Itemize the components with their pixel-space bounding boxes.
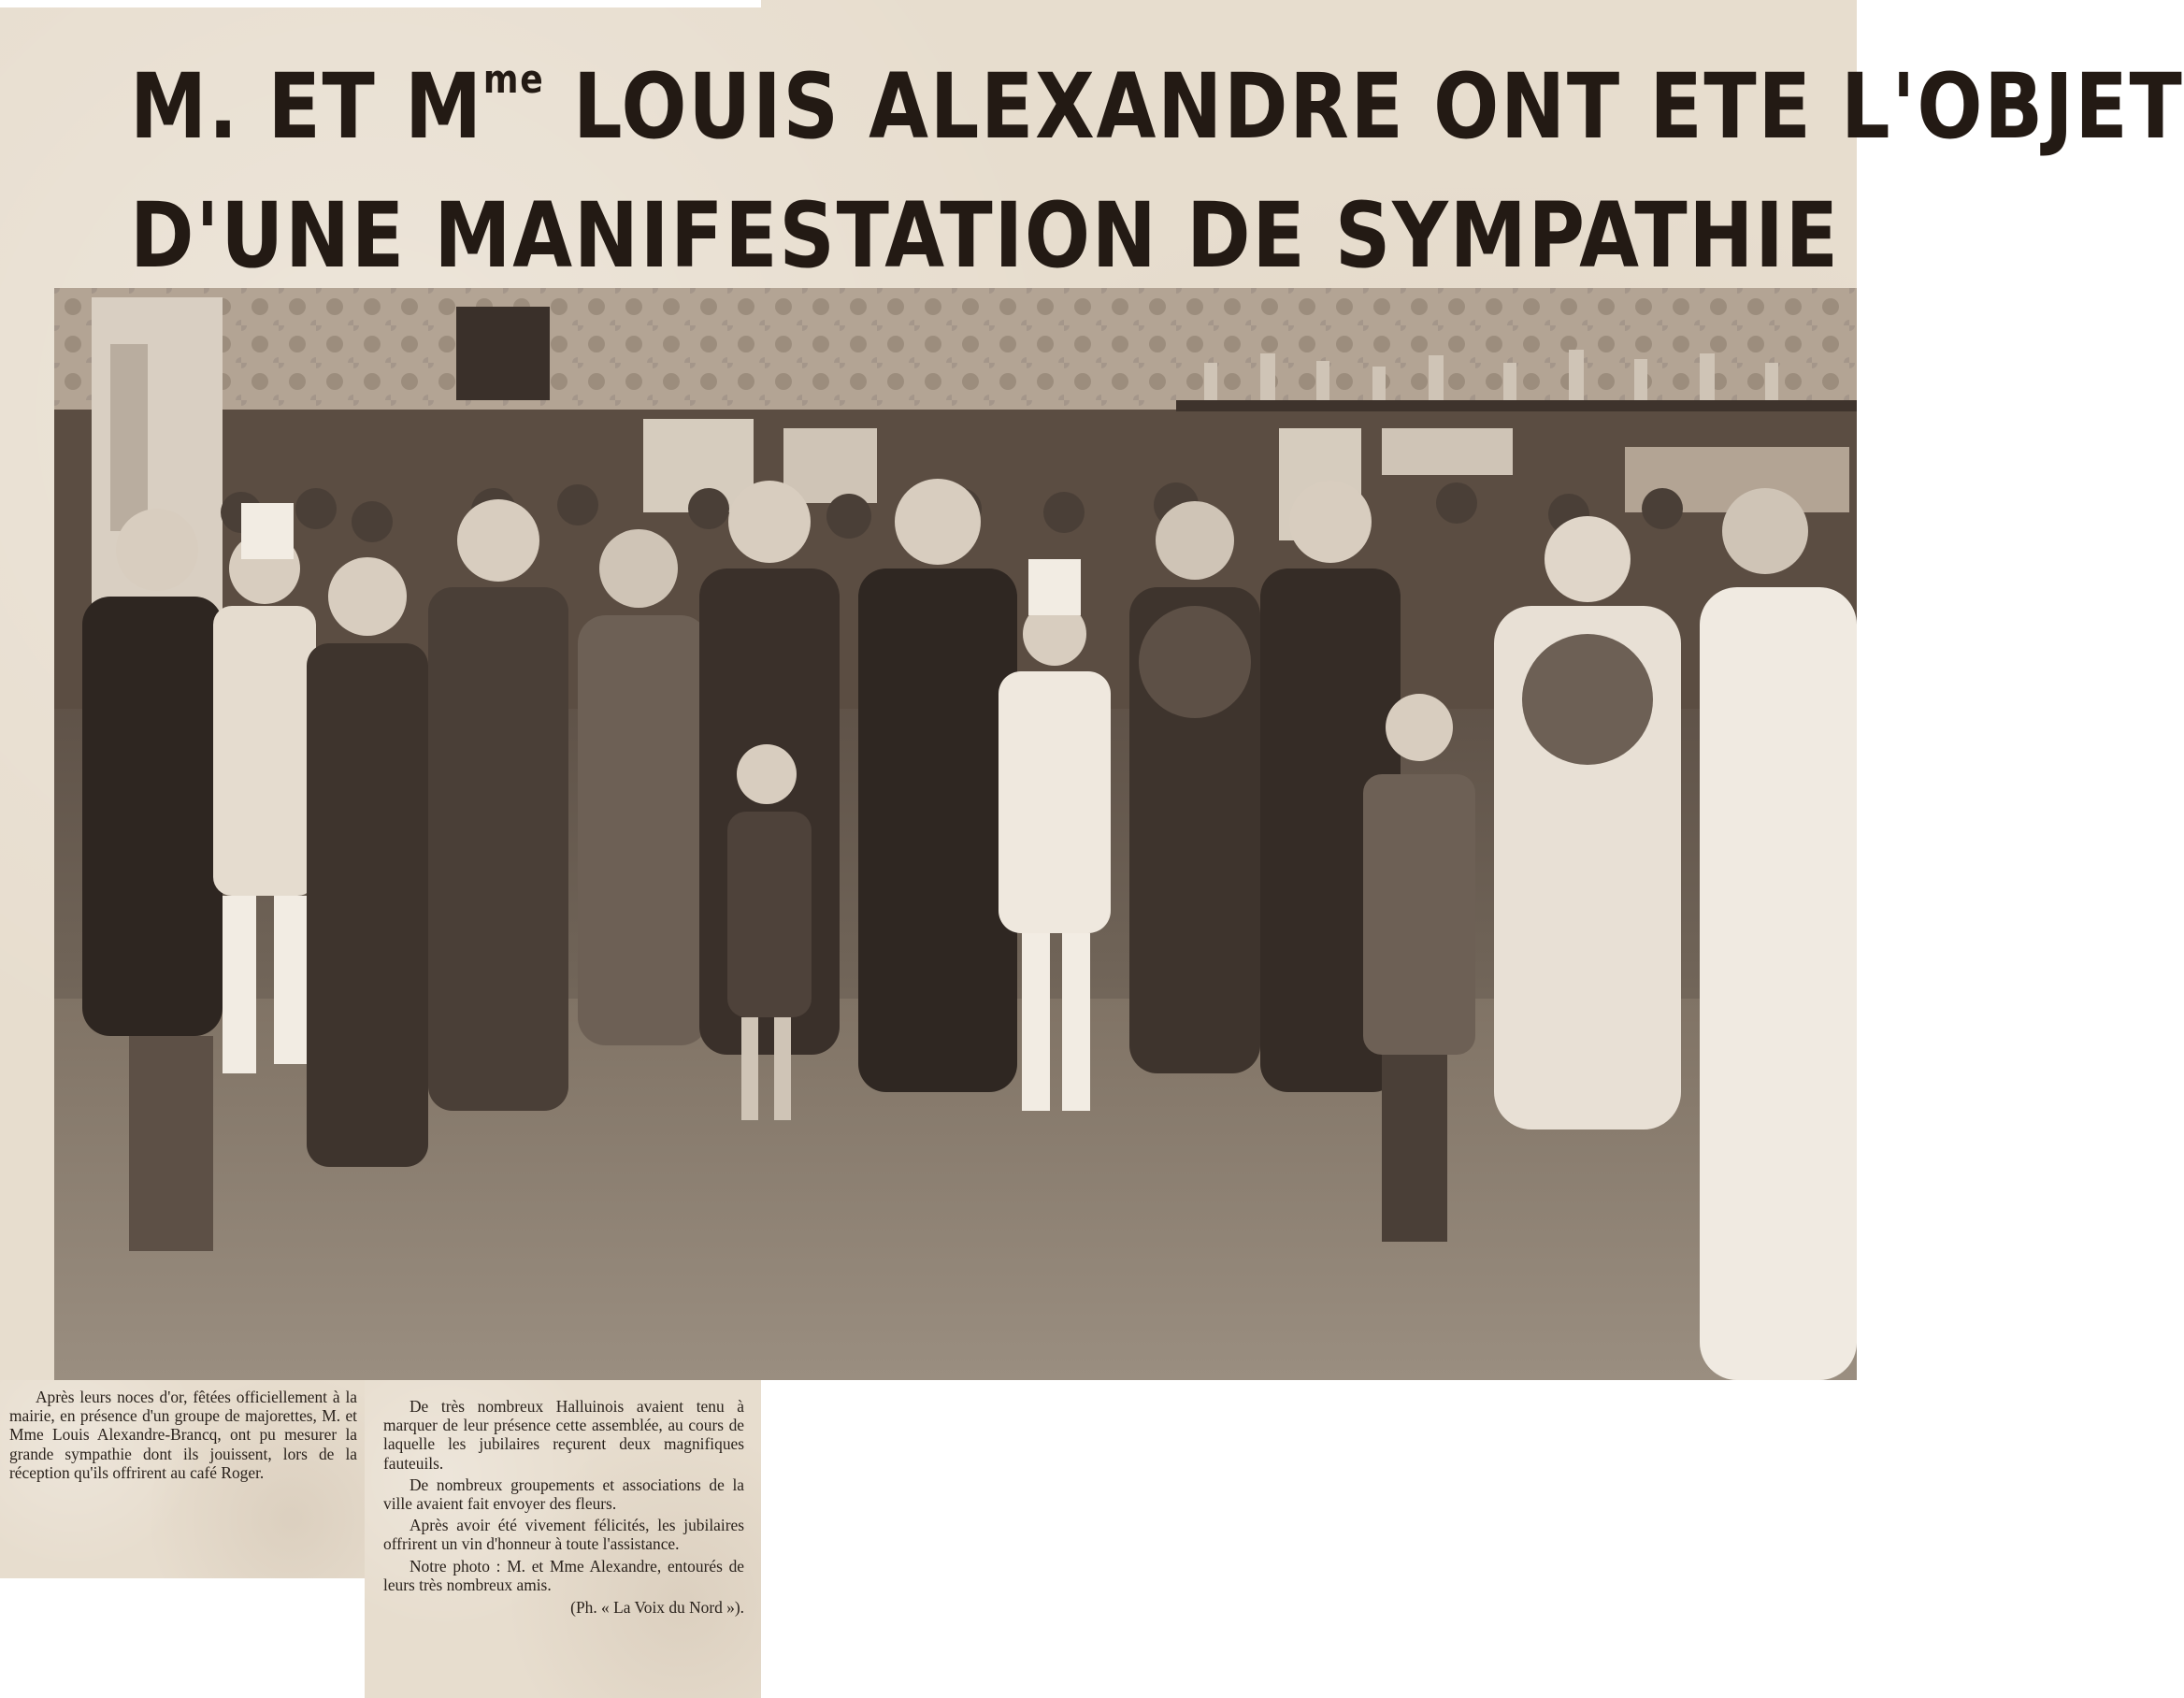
article-paragraph: De très nombreux Halluinois avaient tenu à marquer de leur présence cette assemblée, au cours de laquelle les jubilaires reçurent deux magnifiques fauteuils. — [383, 1397, 744, 1473]
article-column-left — [9, 1388, 357, 1482]
headline — [130, 28, 2184, 288]
headline-line-1 — [130, 28, 2184, 159]
headline-part-1: M. ET M — [130, 54, 483, 159]
wallpaper — [54, 288, 1857, 419]
headline-superscript: me — [482, 56, 545, 102]
headline-line-2: D'UNE MANIFESTATION DE SYMPATHIE — [130, 183, 1840, 288]
photo-illustration — [54, 288, 1857, 1380]
notice-board — [1382, 428, 1513, 475]
trophy-shelf — [1176, 400, 1857, 411]
article-column-right — [383, 1397, 744, 1619]
headline-part-2: LOUIS ALEXANDRE ONT ETE L'OBJET — [544, 54, 2184, 159]
article-paragraph: De nombreux groupements et associations de la ville avaient fait envoyer des fleurs. — [383, 1475, 744, 1514]
wall-frame — [456, 307, 550, 400]
door-glass — [110, 344, 148, 531]
article-paragraph: Après leurs noces d'or, fêtées officiellement à la mairie, en présence d'un groupe de majorettes, M. et Mme Louis Alexandre-Brancq, ont pu mesurer la grande sympathie dont ils jouissent, lors de la réception qu'ils offrirent au café Roger. — [9, 1388, 357, 1482]
clipping-torn-edge — [0, 0, 761, 7]
group-photograph — [54, 288, 1857, 1380]
article-paragraph: Notre photo : M. et Mme Alexandre, entourés de leurs très nombreux amis. — [383, 1556, 744, 1594]
photo-credit: (Ph. « La Voix du Nord »). — [570, 1598, 744, 1618]
article-paragraph: Après avoir été vivement félicités, les jubilaires offrirent un vin d'honneur à toute l'assistance. — [383, 1516, 744, 1554]
